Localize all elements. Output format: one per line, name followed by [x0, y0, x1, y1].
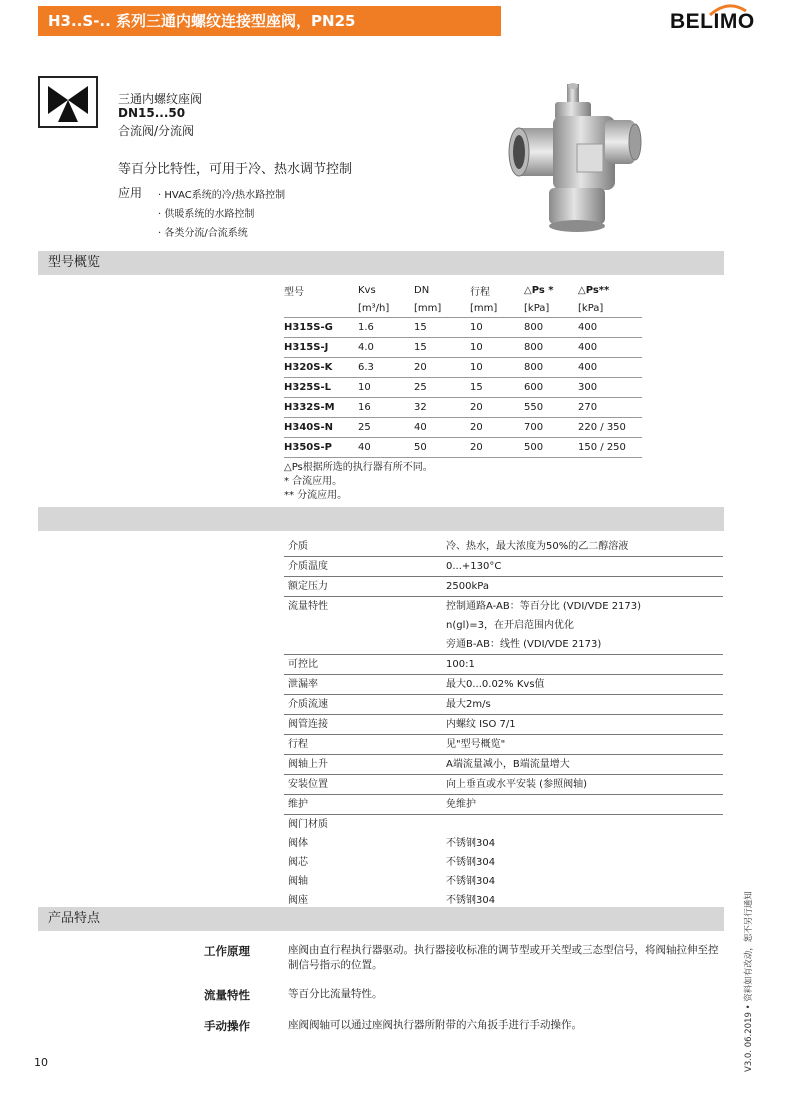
- section-technical-data: [38, 507, 724, 531]
- product-tagline: 等百分比特性，可用于冷、热水调节控制: [118, 162, 353, 177]
- section-model-overview: 型号概览: [38, 251, 724, 275]
- table-row: 可控比 100:1: [284, 655, 723, 675]
- technical-data-table: [284, 537, 723, 929]
- application-item: · 供暖系统的水路控制: [158, 209, 255, 220]
- table-row: H332S-M 16 32 20 550 270: [284, 398, 642, 418]
- table-row: H315S-J 4.0 15 10 800 400: [284, 338, 642, 358]
- table-row: 阀轴上升 A端流量减小，B端流量增大: [284, 755, 723, 775]
- table-units-row: [m³/h] [mm] [mm] [kPa] [kPa]: [284, 299, 642, 318]
- feature-text: 等百分比流量特性。: [288, 988, 383, 1000]
- table-row: 阀管连接 内螺纹 ISO 7/1: [284, 715, 723, 735]
- table-row: H325S-L 10 25 15 600 300: [284, 378, 642, 398]
- table-row: H340S-N 25 40 20 700 220 / 350: [284, 418, 642, 438]
- feature-label: 工作原理: [204, 944, 250, 958]
- table-row: 行程 见"型号概览": [284, 735, 723, 755]
- page-number: 10: [34, 1056, 48, 1069]
- footnote: △Ps根据所选的执行器有所不同。: [284, 462, 433, 473]
- application-item: · 各类分流/合流系统: [158, 228, 248, 239]
- footnote: ** 分流应用。: [284, 490, 348, 501]
- feature-text: 座阀阀轴可以通过座阀执行器所附带的六角扳手进行手动操作。: [288, 1019, 582, 1031]
- document-title: H3..S-.. 系列三通内螺纹连接型座阀，PN25: [38, 6, 501, 36]
- table-row: H315S-G 1.6 15 10 800 400: [284, 318, 642, 338]
- brand-logo: BELIMO: [670, 10, 755, 33]
- table-row: 额定压力 2500kPa: [284, 577, 723, 597]
- feature-text: 座阀由直行程执行器驱动。执行器接收标准的调节型或开关型或三态型信号，将阀轴拉伸至控制信号指示的位置。: [288, 944, 719, 971]
- application-label: 应用: [118, 186, 143, 200]
- valve-symbol-icon: [38, 76, 98, 128]
- table-row: 安装位置 向上垂直或水平安装 (参照阀轴): [284, 775, 723, 795]
- table-row: n(gl)=3，在开启范围内优化: [446, 620, 575, 631]
- table-row: 阀座 不锈钢304: [288, 895, 496, 906]
- table-row: H350S-P 40 50 20 500 150 / 250: [284, 438, 642, 458]
- table-row: 介质流速 最大2m/s: [284, 695, 723, 715]
- model-overview-table: [284, 281, 642, 458]
- table-row: 阀门材质: [288, 819, 328, 830]
- product-type: 合流阀/分流阀: [118, 124, 195, 138]
- product-size: DN15...50: [118, 106, 186, 120]
- table-row: 泄漏率 最大0...0.02% Kvs值: [284, 675, 723, 695]
- table-row: 阀芯 不锈钢304: [288, 857, 496, 868]
- feature-label: 手动操作: [204, 1019, 250, 1033]
- feature-label: 流量特性: [204, 988, 250, 1002]
- section-features: 产品特点: [38, 907, 724, 931]
- table-row: 流量特性 控制通路A-AB：等百分比 (VDI/VDE 2173): [288, 601, 642, 612]
- table-row: H320S-K 6.3 20 10 800 400: [284, 358, 642, 378]
- table-row: 介质 冷、热水，最大浓度为50%的乙二醇溶液: [284, 537, 723, 557]
- table-row: 维护 免维护: [284, 795, 723, 815]
- table-header-row: 型号 Kvs DN 行程 △Ps * △Ps**: [284, 284, 610, 298]
- table-row: 阀体 不锈钢304: [288, 838, 496, 849]
- version-note: V3.0. 06.2019 • 资料如有改动，恕不另行通知: [744, 891, 754, 1072]
- table-row: 阀轴 不锈钢304: [288, 876, 496, 887]
- product-name: 三通内螺纹座阀: [118, 92, 203, 106]
- table-row: 旁通B-AB：线性 (VDI/VDE 2173): [284, 635, 723, 655]
- application-item: · HVAC系统的冷/热水路控制: [158, 190, 286, 201]
- table-row: 介质温度 0...+130°C: [284, 557, 723, 577]
- valve-product-image: [505, 80, 655, 235]
- footnote: * 合流应用。: [284, 476, 343, 487]
